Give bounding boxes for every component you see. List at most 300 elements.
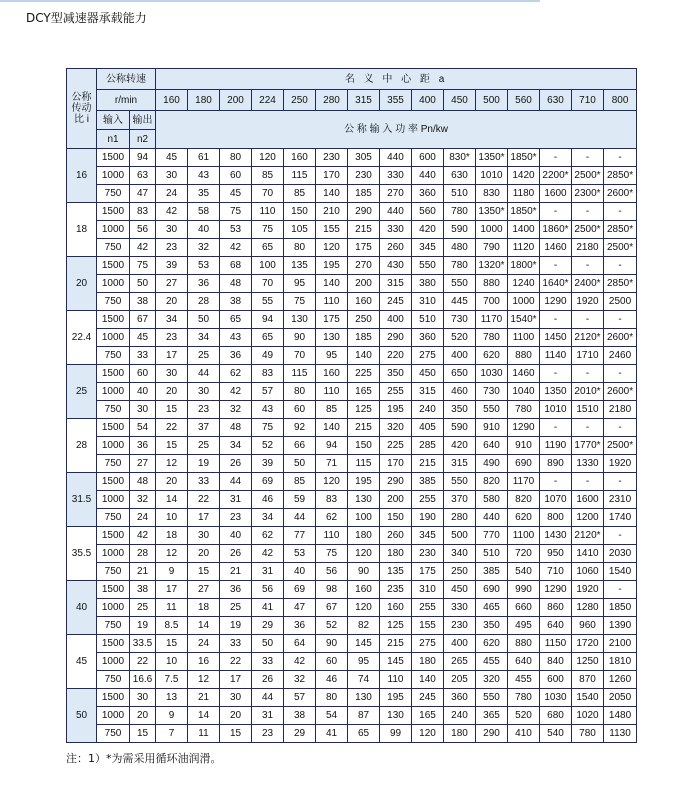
power-cell: 255 (380, 383, 412, 401)
power-cell: 95 (316, 347, 348, 365)
power-cell: 30 (188, 383, 220, 401)
table-row (67, 167, 637, 185)
power-cell: 58 (188, 203, 220, 221)
power-cell: 2500 (604, 293, 637, 311)
input-speed-cell: 750 (97, 455, 130, 473)
power-cell: 30 (156, 221, 188, 239)
power-cell: 94 (316, 437, 348, 455)
power-cell: 48 (220, 275, 252, 293)
input-speed-cell: 1500 (97, 473, 130, 491)
power-cell: 380 (412, 275, 444, 293)
power-cell: 175 (348, 239, 380, 257)
output-speed-cell: 75 (130, 257, 156, 275)
power-cell: 120 (348, 545, 380, 563)
power-cell: 160 (348, 581, 380, 599)
ratio-cell: 31.5 (67, 473, 97, 527)
power-cell: 1400 (508, 221, 540, 239)
power-cell: 600 (540, 671, 572, 689)
power-cell: 65 (252, 239, 284, 257)
power-cell: 510 (476, 545, 508, 563)
table-row (67, 437, 637, 455)
power-cell: 1410 (572, 545, 604, 563)
power-cell: 870 (572, 671, 604, 689)
power-cell: 1000 (476, 221, 508, 239)
power-cell: 52 (252, 437, 284, 455)
power-cell: 40 (220, 527, 252, 545)
power-cell: 145 (380, 653, 412, 671)
power-cell: 500 (444, 527, 476, 545)
power-cell: 315 (380, 275, 412, 293)
center-distance-200: 200 (220, 90, 252, 111)
power-cell: 10 (156, 653, 188, 671)
power-cell: 130 (380, 707, 412, 725)
power-cell: 140 (316, 419, 348, 437)
power-cell: 405 (412, 419, 444, 437)
power-cell: 1430 (540, 527, 572, 545)
power-cell: 450 (412, 365, 444, 383)
power-cell: 47 (284, 599, 316, 617)
power-cell: 59 (284, 491, 316, 509)
power-cell: 880 (508, 635, 540, 653)
power-cell: 780 (508, 401, 540, 419)
power-cell: 1180 (508, 185, 540, 203)
power-cell: 2050 (604, 689, 637, 707)
power-cell: 780 (508, 689, 540, 707)
power-cell: 25 (220, 599, 252, 617)
table-row (67, 185, 637, 203)
power-cell: 69 (284, 581, 316, 599)
power-cell: 260 (380, 527, 412, 545)
input-speed-cell: 1500 (97, 149, 130, 167)
power-cell: 340 (444, 545, 476, 563)
output-speed-cell: 47 (130, 185, 156, 203)
input-speed-cell: 1000 (97, 599, 130, 617)
power-cell: 45 (220, 185, 252, 203)
power-cell: 42 (284, 653, 316, 671)
power-cell: 910 (476, 419, 508, 437)
output-speed-cell: 19 (130, 617, 156, 635)
power-cell: - (604, 149, 637, 167)
power-cell: 74 (348, 671, 380, 689)
input-speed-cell: 1500 (97, 365, 130, 383)
power-cell: 630 (444, 167, 476, 185)
power-cell: 540 (540, 725, 572, 743)
input-speed-cell: 750 (97, 563, 130, 581)
power-cell: 15 (220, 725, 252, 743)
output-speed-cell: 54 (130, 419, 156, 437)
power-cell: 910 (508, 437, 540, 455)
power-cell: 54 (316, 707, 348, 725)
ratio-cell: 28 (67, 419, 97, 473)
power-cell: 22 (220, 653, 252, 671)
power-cell: 23 (156, 239, 188, 257)
top-rule (0, 0, 540, 2)
power-cell: 1540 (572, 689, 604, 707)
power-cell: 110 (252, 203, 284, 221)
output-speed-cell: 21 (130, 563, 156, 581)
output-speed-cell: 33 (130, 347, 156, 365)
input-speed-cell: 1000 (97, 329, 130, 347)
power-cell: 30 (156, 365, 188, 383)
input-speed-cell: 1000 (97, 653, 130, 671)
power-cell: - (604, 365, 637, 383)
output-speed-cell: 32 (130, 491, 156, 509)
input-speed-cell: 1500 (97, 581, 130, 599)
power-cell: 195 (348, 473, 380, 491)
power-cell: 130 (284, 311, 316, 329)
power-cell: 2500* (572, 221, 604, 239)
power-cell: 43 (252, 401, 284, 419)
input-speed-cell: 750 (97, 185, 130, 203)
power-cell: 67 (316, 599, 348, 617)
output-speed-cell: 42 (130, 527, 156, 545)
power-cell: 430 (380, 257, 412, 275)
power-cell: 12 (188, 671, 220, 689)
power-cell: 445 (444, 293, 476, 311)
output-speed-cell: 45 (130, 329, 156, 347)
power-cell: 290 (476, 725, 508, 743)
power-cell: 510 (444, 185, 476, 203)
power-cell: 640 (508, 653, 540, 671)
power-cell: 2100 (604, 635, 637, 653)
load-capacity-table (66, 68, 637, 743)
power-cell: 255 (412, 599, 444, 617)
table-row (67, 581, 637, 599)
power-cell: 38 (284, 707, 316, 725)
power-cell: 180 (380, 545, 412, 563)
output-speed-cell: 56 (130, 221, 156, 239)
power-cell: 27 (156, 275, 188, 293)
power-cell: 2500* (604, 437, 637, 455)
power-cell: 480 (444, 239, 476, 257)
power-cell: 150 (380, 509, 412, 527)
power-cell: 90 (316, 635, 348, 653)
power-cell: 270 (348, 257, 380, 275)
power-cell: 115 (284, 365, 316, 383)
power-cell: 320 (476, 671, 508, 689)
power-cell: - (572, 419, 604, 437)
ratio-header-line: 公称 (71, 92, 92, 103)
power-cell: - (572, 203, 604, 221)
power-cell: 1100 (508, 329, 540, 347)
power-cell: 45 (156, 149, 188, 167)
power-cell: 1170 (476, 311, 508, 329)
n1-label: n1 (97, 130, 130, 149)
power-cell: 41 (252, 599, 284, 617)
power-cell: 85 (284, 185, 316, 203)
speed-unit: r/min (97, 90, 156, 111)
power-cell: 16 (188, 653, 220, 671)
power-cell: 1060 (572, 563, 604, 581)
power-cell: 30 (188, 527, 220, 545)
power-cell: 450 (444, 581, 476, 599)
power-cell: 1920 (572, 581, 604, 599)
power-cell: 31 (220, 491, 252, 509)
output-speed-cell: 24 (130, 509, 156, 527)
power-cell: 690 (476, 581, 508, 599)
power-cell: 7 (156, 725, 188, 743)
power-cell: 2850* (604, 167, 637, 185)
power-cell: 700 (476, 293, 508, 311)
table-row (67, 293, 637, 311)
power-cell: 110 (316, 527, 348, 545)
power-cell: 490 (476, 455, 508, 473)
power-cell: 80 (284, 239, 316, 257)
power-cell: 130 (316, 329, 348, 347)
power-cell: 42 (220, 383, 252, 401)
power-cell: 70 (252, 275, 284, 293)
power-cell: 880 (476, 275, 508, 293)
input-speed-cell: 1500 (97, 203, 130, 221)
power-cell: 30 (156, 167, 188, 185)
power-cell: - (572, 257, 604, 275)
table-row (67, 149, 637, 167)
power-cell: 1010 (476, 167, 508, 185)
power-cell: 190 (412, 509, 444, 527)
power-cell: 230 (444, 617, 476, 635)
power-cell: 720 (508, 545, 540, 563)
power-cell: 80 (220, 149, 252, 167)
power-cell: 1330 (572, 455, 604, 473)
power-cell: 455 (476, 653, 508, 671)
power-cell: 790 (476, 239, 508, 257)
power-cell: 36 (284, 617, 316, 635)
ratio-header-line: 比 i (74, 114, 89, 125)
power-cell: 275 (412, 347, 444, 365)
power-cell: 210 (316, 203, 348, 221)
power-cell: 18 (188, 599, 220, 617)
power-cell: 620 (476, 347, 508, 365)
power-cell: - (540, 257, 572, 275)
power-cell: 53 (284, 545, 316, 563)
power-cell: 17 (156, 581, 188, 599)
power-cell: 1150 (540, 635, 572, 653)
power-cell: 61 (188, 149, 220, 167)
power-cell: 20 (156, 293, 188, 311)
input-speed-cell: 1500 (97, 257, 130, 275)
power-cell: 1350* (476, 149, 508, 167)
power-cell: 1510 (572, 401, 604, 419)
power-cell: 65 (252, 329, 284, 347)
power-cell: 195 (316, 257, 348, 275)
power-cell: 33 (220, 635, 252, 653)
power-cell: - (540, 473, 572, 491)
power-cell: 1710 (572, 347, 604, 365)
power-cell: 1030 (476, 365, 508, 383)
power-cell: 780 (572, 725, 604, 743)
power-cell: 15 (188, 563, 220, 581)
power-cell: 620 (508, 509, 540, 527)
power-cell: 80 (316, 689, 348, 707)
power-cell: 125 (380, 617, 412, 635)
power-cell: 730 (444, 311, 476, 329)
power-cell: 29 (284, 725, 316, 743)
power-cell: 23 (220, 509, 252, 527)
power-cell: 550 (476, 401, 508, 419)
power-cell: 1390 (604, 617, 637, 635)
power-cell: 33 (252, 653, 284, 671)
power-cell: 140 (316, 275, 348, 293)
power-cell: 1850* (508, 149, 540, 167)
table-row (67, 671, 637, 689)
input-speed-cell: 1000 (97, 491, 130, 509)
power-cell: 110 (316, 293, 348, 311)
power-cell: 1800* (508, 257, 540, 275)
input-speed-cell: 1000 (97, 437, 130, 455)
power-cell: - (604, 257, 637, 275)
power-cell: 1540 (604, 563, 637, 581)
power-cell: 540 (508, 563, 540, 581)
power-cell: 315 (444, 455, 476, 473)
power-cell: 440 (412, 167, 444, 185)
power-cell: 1250 (572, 653, 604, 671)
power-cell: 83 (252, 365, 284, 383)
power-cell: - (604, 581, 637, 599)
power-cell: 780 (444, 257, 476, 275)
power-cell: 120 (316, 473, 348, 491)
power-cell: 495 (508, 617, 540, 635)
power-cell: 215 (380, 635, 412, 653)
power-cell: 22 (188, 491, 220, 509)
power-cell: 195 (380, 401, 412, 419)
power-cell: 145 (348, 635, 380, 653)
power-cell: 2120* (572, 329, 604, 347)
power-cell: 770 (476, 527, 508, 545)
power-header: 公 称 输 入 功 率 Pn/kw (156, 111, 637, 149)
power-cell: 33 (188, 473, 220, 491)
power-cell: 1280 (572, 599, 604, 617)
power-cell: 37 (188, 419, 220, 437)
table-row (67, 635, 637, 653)
power-cell: 420 (412, 221, 444, 239)
power-cell: 100 (252, 257, 284, 275)
power-cell: 1260 (604, 671, 637, 689)
power-cell: 155 (316, 221, 348, 239)
power-cell: 950 (540, 545, 572, 563)
table-row (67, 203, 637, 221)
power-cell: 1130 (604, 725, 637, 743)
power-cell: 120 (412, 725, 444, 743)
power-cell: 85 (252, 167, 284, 185)
output-speed-cell: 60 (130, 365, 156, 383)
power-cell: 180 (444, 725, 476, 743)
power-cell: 40 (284, 563, 316, 581)
power-cell: 590 (444, 419, 476, 437)
power-cell: - (540, 365, 572, 383)
power-cell: 48 (220, 419, 252, 437)
power-cell: 115 (284, 167, 316, 185)
power-cell: 29 (252, 617, 284, 635)
power-cell: 14 (188, 617, 220, 635)
power-cell: 1000 (508, 293, 540, 311)
power-cell: - (604, 473, 637, 491)
power-cell: 25 (188, 437, 220, 455)
output-speed-cell: 22 (130, 653, 156, 671)
power-cell: 240 (412, 401, 444, 419)
power-cell: 520 (508, 707, 540, 725)
power-cell: 175 (316, 311, 348, 329)
power-cell: 2180 (604, 401, 637, 419)
power-cell: 34 (188, 329, 220, 347)
power-cell: 2850* (604, 275, 637, 293)
table-row (67, 689, 637, 707)
power-cell: 550 (444, 473, 476, 491)
power-cell: 155 (412, 617, 444, 635)
power-cell: 620 (476, 635, 508, 653)
power-cell: 2010* (572, 383, 604, 401)
power-cell: 60 (220, 167, 252, 185)
power-cell: 250 (444, 563, 476, 581)
center-distance-180: 180 (188, 90, 220, 111)
table-row (67, 527, 637, 545)
power-cell: 70 (252, 185, 284, 203)
table-row (67, 509, 637, 527)
table-row (67, 365, 637, 383)
input-speed-cell: 1000 (97, 545, 130, 563)
power-cell: 32 (284, 671, 316, 689)
power-cell: 36 (220, 347, 252, 365)
power-cell: 185 (348, 329, 380, 347)
power-cell: 24 (188, 635, 220, 653)
power-cell: 50 (188, 311, 220, 329)
power-cell: 345 (412, 239, 444, 257)
center-distance-560: 560 (508, 90, 540, 111)
power-cell: 28 (188, 293, 220, 311)
power-cell: 280 (444, 509, 476, 527)
table-row (67, 455, 637, 473)
power-cell: 180 (348, 527, 380, 545)
table-row (67, 617, 637, 635)
power-cell: 32 (220, 401, 252, 419)
ratio-cell: 22.4 (67, 311, 97, 365)
power-cell: 680 (540, 707, 572, 725)
center-distance-315: 315 (348, 90, 380, 111)
power-cell: 1320* (476, 257, 508, 275)
power-cell: 20 (156, 473, 188, 491)
power-cell: 640 (476, 437, 508, 455)
power-cell: 150 (348, 437, 380, 455)
center-distance-250: 250 (284, 90, 316, 111)
power-cell: 230 (316, 149, 348, 167)
power-cell: 370 (444, 491, 476, 509)
power-cell: 2460 (604, 347, 637, 365)
power-cell: 400 (444, 635, 476, 653)
power-cell: 17 (156, 347, 188, 365)
power-cell: 245 (412, 689, 444, 707)
power-cell: 165 (348, 383, 380, 401)
output-speed-cell: 63 (130, 167, 156, 185)
power-cell: 21 (188, 689, 220, 707)
power-cell: 10 (156, 509, 188, 527)
input-speed-cell: 1000 (97, 383, 130, 401)
power-cell: 440 (380, 203, 412, 221)
power-cell: 160 (284, 149, 316, 167)
power-cell: 1600 (572, 491, 604, 509)
power-cell: 34 (220, 437, 252, 455)
power-cell: 25 (188, 347, 220, 365)
power-cell: 75 (284, 293, 316, 311)
output-label: 输出 (130, 111, 156, 130)
power-cell: 830* (444, 149, 476, 167)
power-cell: 1010 (540, 401, 572, 419)
power-cell: 1810 (604, 653, 637, 671)
power-cell: 23 (188, 401, 220, 419)
table-row (67, 329, 637, 347)
power-cell: 1290 (508, 419, 540, 437)
power-cell: 57 (284, 689, 316, 707)
power-cell: - (540, 203, 572, 221)
power-cell: 125 (348, 401, 380, 419)
